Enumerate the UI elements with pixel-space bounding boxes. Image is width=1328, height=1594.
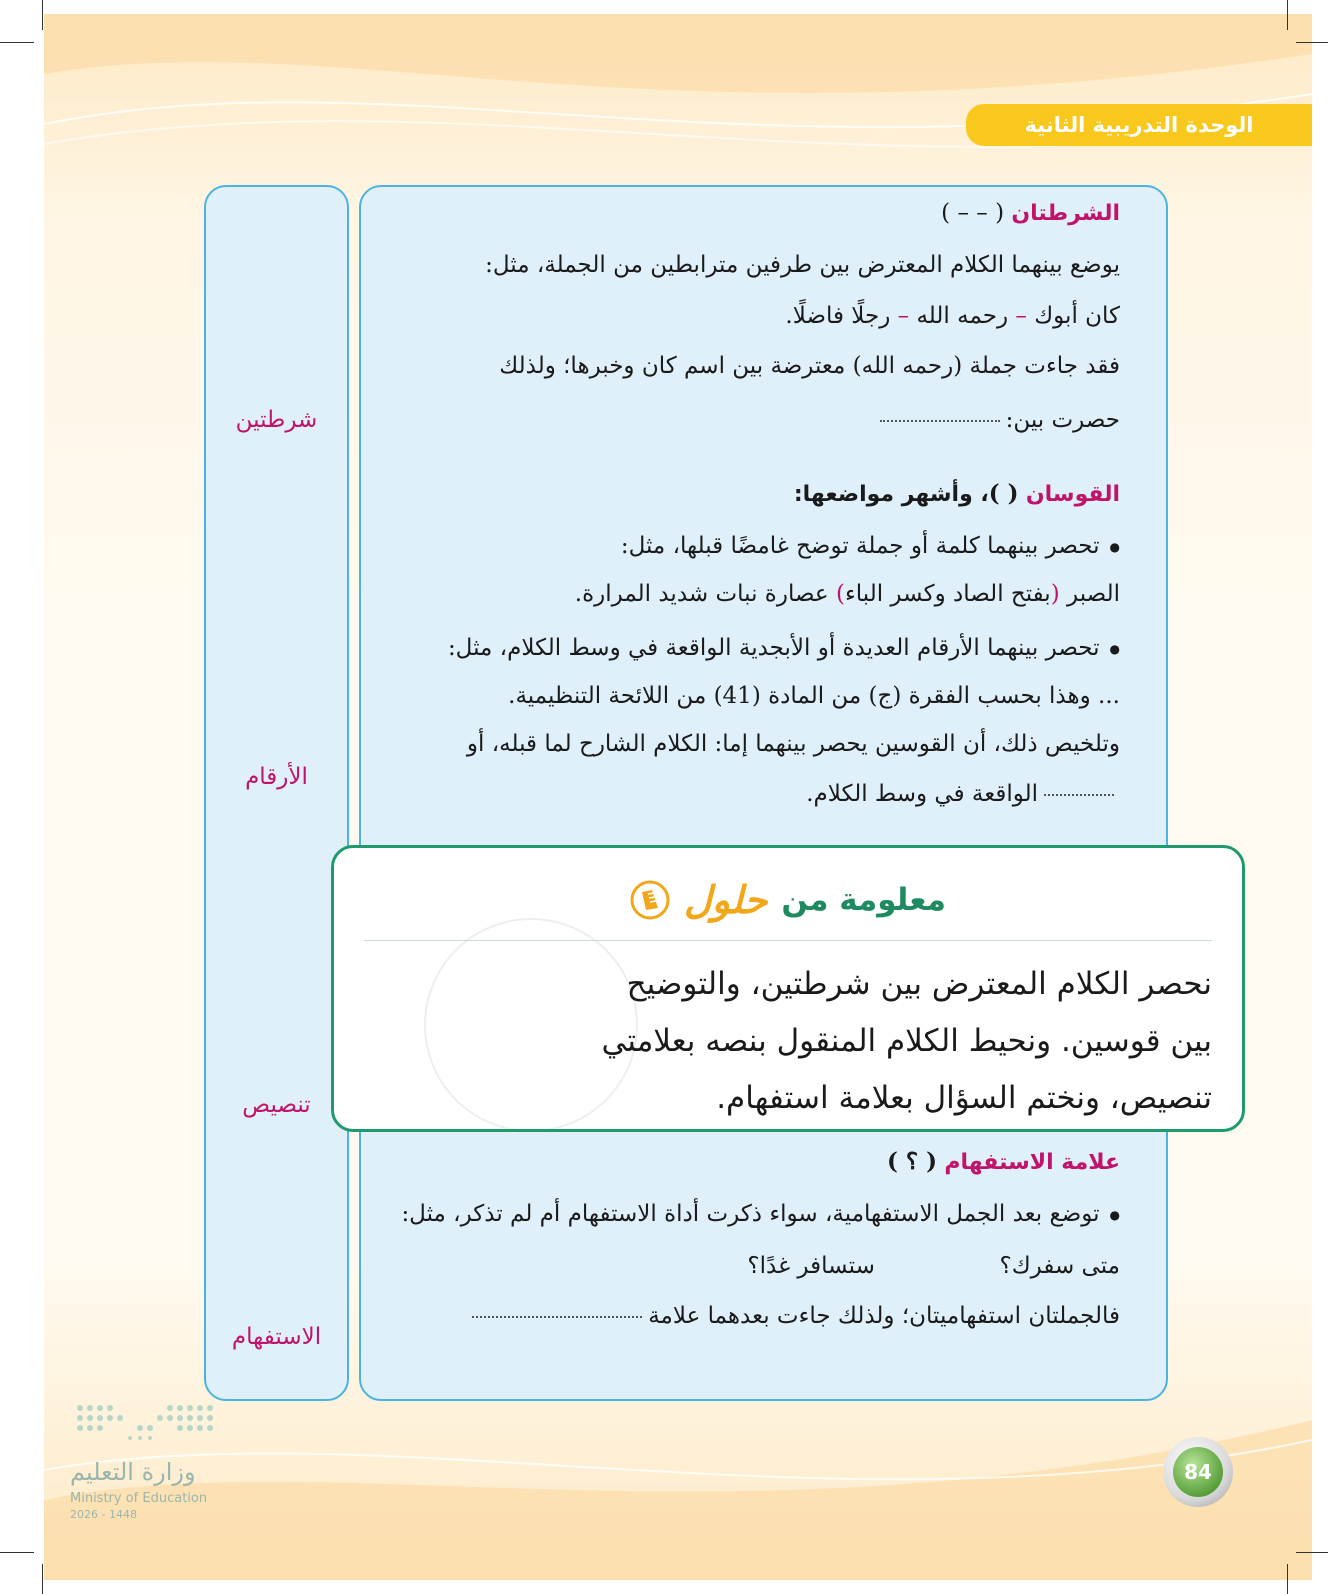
dashes-example bbox=[785, 303, 1120, 329]
example-part: الصبر bbox=[1067, 581, 1120, 607]
crop-mark bbox=[1296, 1552, 1328, 1553]
question-example: متى سفرك؟ bbox=[999, 1253, 1120, 1279]
parens-summary-2 bbox=[806, 781, 1120, 807]
example-part: عصارة نبات شديد المرارة. bbox=[574, 581, 829, 607]
fill-blank[interactable] bbox=[880, 420, 1000, 422]
sidebar-label-numbers: الأرقام bbox=[245, 764, 308, 790]
example-part: بفتح الصاد وكسر الباء bbox=[844, 581, 1051, 607]
info-title bbox=[334, 878, 1242, 922]
crop-mark bbox=[42, 1564, 43, 1594]
ministry-dots-icon bbox=[70, 1398, 220, 1448]
unit-title: الوحدة التدريبية الثانية bbox=[1024, 113, 1254, 137]
question-mark-section bbox=[401, 1148, 1120, 1348]
question-heading: علامة الاستفهام bbox=[944, 1150, 1120, 1175]
dashes-explanation: فقد جاءت جملة (رحمه الله) معترضة بين اسم كان وخبرها؛ ولذلك bbox=[499, 353, 1120, 379]
parens-symbol: ( ) bbox=[988, 480, 1019, 507]
sidebar-label-dashes: شرطتين bbox=[235, 407, 318, 433]
bottom-wave-decoration bbox=[44, 1380, 1312, 1580]
question-example: ستسافر غدًا؟ bbox=[747, 1253, 875, 1279]
summary-text: الواقعة في وسط الكلام. bbox=[806, 781, 1038, 807]
page-number: 84 bbox=[1173, 1447, 1223, 1497]
info-divider bbox=[364, 940, 1212, 941]
parens-example-2: ... وهذا بحسب الفقرة (ج) من المادة (41) من اللائحة التنظيمية. bbox=[508, 683, 1120, 709]
unit-title-banner bbox=[966, 104, 1312, 146]
example-part: كان أبوك bbox=[1034, 303, 1120, 329]
sidebar-panel bbox=[204, 185, 349, 1401]
info-line-2: بين قوسين. ونحيط الكلام المنقول بنصه بعلامتي bbox=[601, 1023, 1212, 1059]
question-symbol: ( ؟ ) bbox=[887, 1148, 938, 1175]
conclusion-text: فالجملتان استفهاميتان؛ ولذلك جاءت بعدهما علامة bbox=[648, 1303, 1120, 1329]
parens-bullet-2: ● تحصر بينهما الأرقام العديدة أو الأبجدية الواقعة في وسط الكلام، مثل: bbox=[448, 635, 1120, 661]
parens-example-1 bbox=[575, 581, 1120, 607]
question-examples bbox=[747, 1253, 1120, 1279]
brand-book-icon bbox=[630, 880, 670, 920]
example-paren: ) bbox=[835, 581, 845, 607]
crop-mark bbox=[1287, 0, 1288, 30]
sidebar-label-question: الاستفهام bbox=[231, 1324, 322, 1350]
example-paren: ( bbox=[1050, 581, 1060, 607]
brand-logo-text: حلول bbox=[684, 878, 768, 922]
question-conclusion bbox=[466, 1303, 1120, 1329]
info-box bbox=[331, 845, 1245, 1132]
parens-heading: القوسان bbox=[1025, 482, 1120, 507]
ministry-name-ar: وزارة التعليم bbox=[70, 1458, 196, 1486]
info-body bbox=[372, 956, 1212, 1127]
edition-year: 2026 - 1448 bbox=[70, 1508, 137, 1521]
info-line-1: نحصر الكلام المعترض بين شرطتين، والتوضيح bbox=[626, 966, 1212, 1002]
parens-bullet-1: ● تحصر بينهما كلمة أو جملة توضح غامضًا قبلها، مثل: bbox=[621, 533, 1120, 559]
example-dash: – bbox=[1015, 303, 1027, 329]
crop-mark bbox=[0, 1552, 34, 1553]
example-dash: – bbox=[897, 303, 910, 329]
sidebar-label-quotes: تنصيص bbox=[242, 1092, 311, 1118]
example-part: رجلًا فاضلًا. bbox=[785, 303, 891, 329]
dashes-heading: الشرطتان bbox=[1011, 201, 1120, 226]
crop-mark bbox=[0, 42, 34, 43]
page-number-badge bbox=[1163, 1437, 1233, 1507]
example-part: رحمه الله bbox=[916, 303, 1009, 329]
info-title-text: معلومة من bbox=[781, 882, 946, 918]
ministry-logo bbox=[70, 1398, 230, 1528]
question-bullet-1: ● توضع بعد الجمل الاستفهامية، سواء ذكرت أداة الاستفهام أم لم تذكر، مثل: bbox=[401, 1201, 1120, 1227]
crop-mark bbox=[42, 0, 43, 30]
info-line-3: تنصيص، ونختم السؤال بعلامة استفهام. bbox=[716, 1080, 1212, 1116]
dashes-fill-line bbox=[874, 407, 1120, 433]
crop-mark bbox=[1287, 1564, 1288, 1594]
dashes-and-parens-section bbox=[420, 200, 1120, 840]
crop-mark bbox=[1296, 42, 1328, 43]
dashes-rule-text: يوضع بينهما الكلام المعترض بين طرفين مترابطين من الجملة، مثل: bbox=[485, 252, 1120, 278]
ministry-name-en: Ministry of Education bbox=[70, 1491, 208, 1506]
fill-blank[interactable] bbox=[472, 1316, 642, 1318]
fill-prompt: حصرت بين: bbox=[1005, 407, 1120, 433]
dashes-symbol: ( – – ) bbox=[941, 200, 1005, 226]
parens-summary-1: وتلخيص ذلك، أن القوسين يحصر بينهما إما: الكلام الشارح لما قبله، أو bbox=[466, 731, 1120, 757]
parens-heading-rest: ، وأشهر مواضعها: bbox=[793, 482, 989, 507]
fill-blank[interactable] bbox=[1044, 794, 1114, 796]
